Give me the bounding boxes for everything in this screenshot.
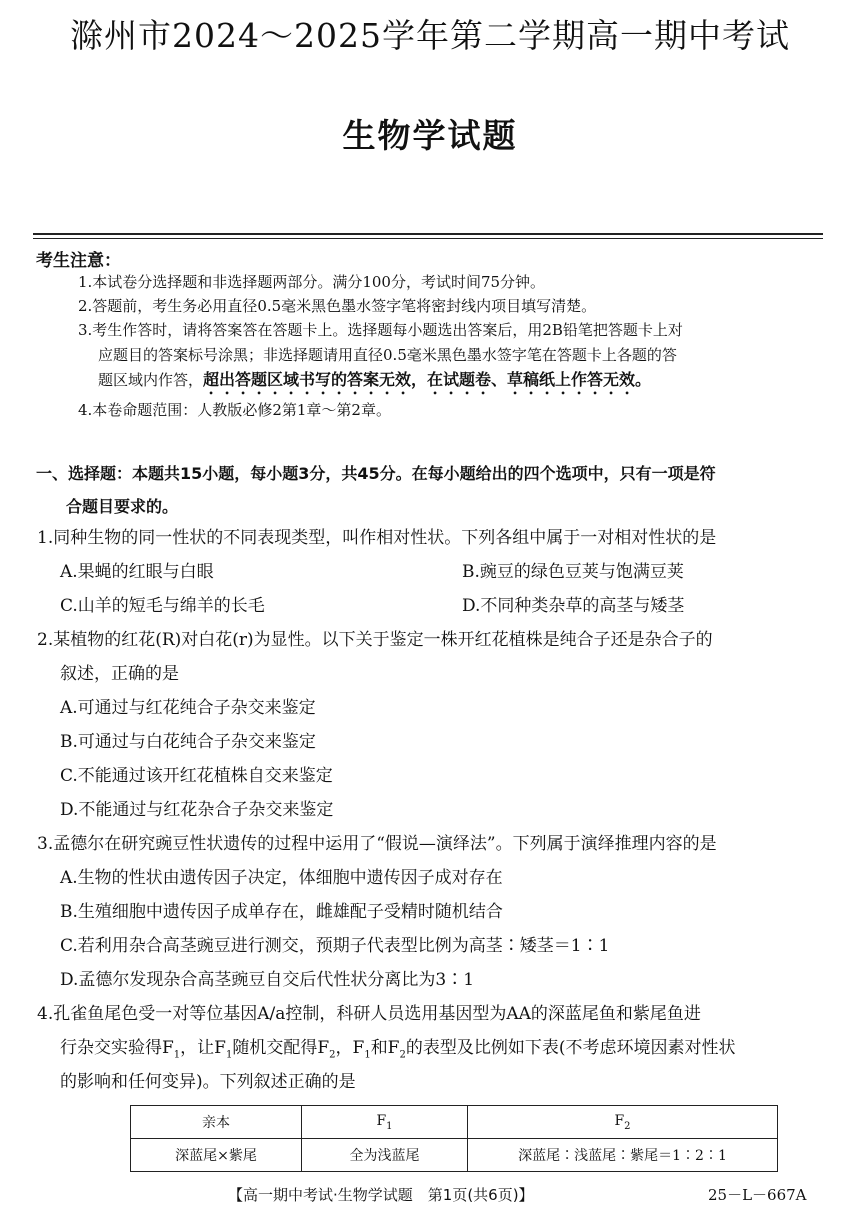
question-2-stem-cont: 叙述，正确的是	[60, 664, 179, 684]
question-3-option-b: B.生殖细胞中遗传因子成单存在，雌雄配子受精时随机结合	[60, 902, 503, 922]
question-4-stem-cont2: 的影响和任何变异)。下列叙述正确的是	[60, 1072, 356, 1092]
notice-plain-text: 题区域内作答，	[98, 371, 204, 389]
question-2-option-c: C.不能通过该开红花植株自交来鉴定	[60, 766, 333, 786]
table-cell-f2: 深蓝尾∶浅蓝尾∶紫尾＝1∶2∶1	[468, 1139, 778, 1172]
question-1-option-c: C.山羊的短毛与绵羊的长毛	[60, 596, 265, 616]
table-row	[131, 1139, 778, 1172]
footer-code: 25－L－667A	[708, 1186, 807, 1204]
table-row	[131, 1106, 778, 1139]
notice-item-1: 1.本试卷分选择题和非选择题两部分。满分100分，考试时间75分钟。	[78, 273, 546, 291]
question-2-option-d: D.不能通过与红花杂合子杂交来鉴定	[60, 800, 334, 820]
question-1-stem: 1.同种生物的同一性状的不同表现类型，叫作相对性状。下列各组中属于一对相对性状的是	[37, 528, 717, 548]
notice-emphasis-text: 超出答题区域书写的答案无效，在试题卷、草稿纸上作答无效。	[203, 370, 652, 389]
question-2-option-a: A.可通过与红花纯合子杂交来鉴定	[60, 698, 316, 718]
notice-item-3-cont: 应题目的答案标号涂黑；非选择题请用直径0.5毫米黑色墨水签字笔在答题卡上各题的答	[98, 346, 677, 364]
section-heading: 一、选择题：本题共15小题，每小题3分，共45分。在每小题给出的四个选项中，只有一项是符	[36, 464, 716, 483]
divider-thin	[33, 238, 823, 239]
cross-result-table	[130, 1105, 778, 1172]
table-header-parent: 亲本	[131, 1106, 302, 1139]
footer-text: 【高一期中考试·生物学试题 第1页(共6页)】	[228, 1186, 534, 1204]
table-cell-parent: 深蓝尾×紫尾	[131, 1139, 302, 1172]
question-4-stem-cont: 行杂交实验得$F_1$，让$F_1$随机交配得$F_2$，$F_1$和$F_2$的表型及比例如下表(不考虑环境因素对性状	[60, 1038, 736, 1061]
notice-item-3: 3.考生作答时，请将答案答在答题卡上。选择题每小题选出答案后，用2B铅笔把答题卡上对	[78, 321, 683, 339]
question-3-stem: 3.孟德尔在研究豌豆性状遗传的过程中运用了“假说—演绎法”。下列属于演绎推理内容的是	[37, 834, 717, 854]
table-header-f1: $F_1$	[302, 1106, 468, 1139]
question-2-stem: 2.某植物的红花(R)对白花(r)为显性。以下关于鉴定一株开红花植株是纯合子还是杂合子的	[37, 630, 713, 650]
question-1-option-d: D.不同种类杂草的高茎与矮茎	[462, 596, 685, 616]
notice-item-3-cont2	[98, 368, 846, 398]
divider-thick	[33, 233, 823, 235]
exam-title: 滁州市2024～2025学年第二学期高一期中考试	[70, 16, 790, 55]
question-1-option-a: A.果蝇的红眼与白眼	[60, 562, 214, 582]
question-3-option-a: A.生物的性状由遗传因子决定，体细胞中遗传因子成对存在	[60, 868, 503, 888]
question-4-stem: 4.孔雀鱼尾色受一对等位基因A/a控制，科研人员选用基因型为AA的深蓝尾鱼和紫尾鱼进	[37, 1004, 701, 1024]
question-3-option-c: C.若利用杂合高茎豌豆进行测交，预期子代表型比例为高茎∶矮茎＝1∶1	[60, 936, 610, 956]
table-cell-f1: 全为浅蓝尾	[302, 1139, 468, 1172]
table-header-f2: $F_2$	[468, 1106, 778, 1139]
notice-item-2: 2.答题前，考生务必用直径0.5毫米黑色墨水签字笔将密封线内项目填写清楚。	[78, 297, 597, 315]
subject-title: 生物学试题	[342, 116, 518, 155]
question-3-option-d: D.孟德尔发现杂合高茎豌豆自交后代性状分离比为3∶1	[60, 970, 475, 990]
notice-item-4: 4.本卷命题范围：人教版必修2第1章～第2章。	[78, 401, 391, 419]
section-heading-cont: 合题目要求的。	[66, 497, 179, 516]
question-1-option-b: B.豌豆的绿色豆荚与饱满豆荚	[462, 562, 684, 582]
notice-heading: 考生注意：	[36, 251, 121, 271]
question-2-option-b: B.可通过与白花纯合子杂交来鉴定	[60, 732, 316, 752]
